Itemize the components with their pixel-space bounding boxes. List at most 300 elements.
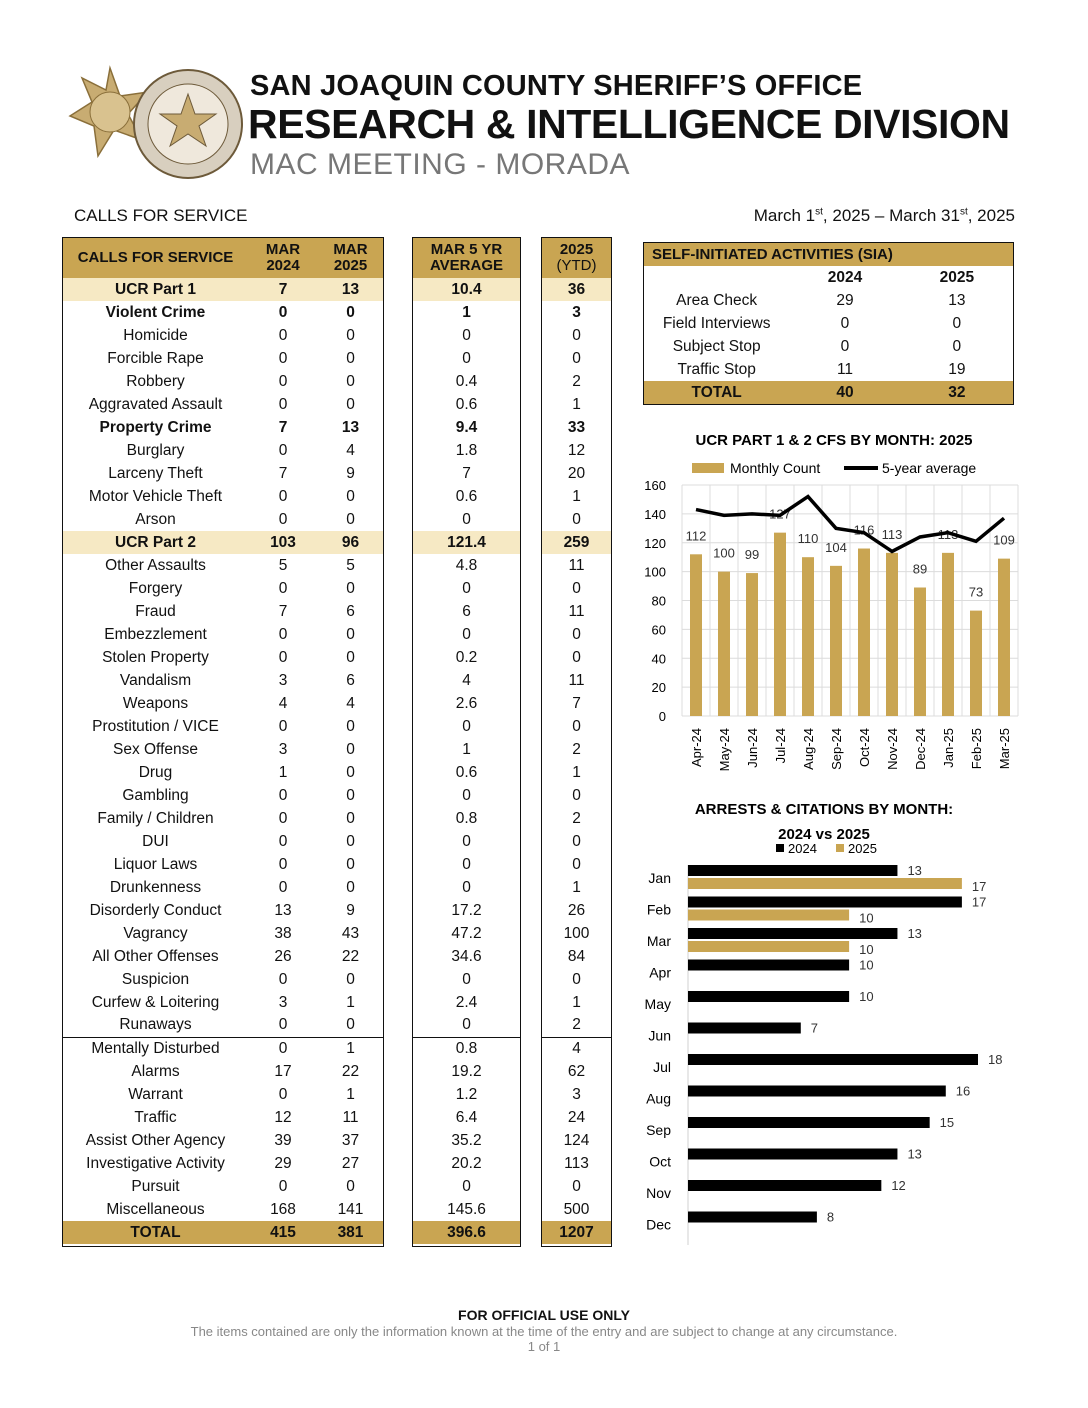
meeting-subtitle: MAC MEETING - MORADA — [250, 148, 631, 181]
table-row — [413, 531, 520, 554]
table-header-row — [63, 238, 383, 278]
cell-5yr-average: 0.4 — [455, 372, 478, 390]
cell-ytd: 11 — [568, 556, 585, 574]
table-row — [413, 899, 520, 922]
row-label: Sex Offense — [112, 740, 198, 758]
cell-mar-2025: 0 — [346, 303, 355, 321]
cell-ytd: 0 — [572, 1177, 581, 1195]
bar-2025-Mar — [688, 941, 849, 952]
row-label: Mentally Disturbed — [63, 1037, 248, 1060]
sheriff-badge-logo — [68, 62, 248, 182]
cell-5yr-average: 1 — [462, 740, 471, 758]
cell-mar-2024: 3 — [278, 740, 288, 758]
arrests-citations-by-month-chart — [630, 795, 1050, 1245]
cell-ytd: 84 — [567, 947, 586, 965]
table-row — [542, 1129, 611, 1152]
bar-Apr-24 — [690, 554, 702, 716]
cell-5yr-average: 0.6 — [455, 763, 478, 781]
table-row — [542, 1175, 611, 1198]
bar-Dec-24 — [914, 588, 926, 716]
division-title: RESEARCH & INTELLIGENCE DIVISION — [248, 101, 1010, 147]
cell-mar-2025: 96 — [318, 531, 383, 554]
y-tick-label: 120 — [644, 535, 666, 551]
table-row — [63, 370, 383, 393]
cell-mar-2024: 0 — [278, 510, 288, 528]
table-row — [63, 324, 383, 347]
x-tick-label: Dec-24 — [913, 728, 928, 770]
cell-5yr-average: 34.6 — [451, 947, 482, 965]
cell-mar-2024: 12 — [274, 1108, 292, 1126]
cell-mar-2025: 4 — [346, 441, 355, 459]
y-tick-label: 40 — [651, 651, 666, 667]
cell-ytd: 1 — [572, 395, 581, 413]
cell-mar-2025: 22 — [341, 1062, 360, 1080]
cell-mar-2024: 168 — [270, 1200, 296, 1218]
table-row — [63, 416, 383, 439]
y-tick-label: 80 — [651, 593, 666, 609]
cell-5yr-average: 10.4 — [413, 278, 520, 301]
sia-title: SELF-INITIATED ACTIVITIES (SIA) — [644, 243, 1013, 266]
sia-cell-2024: 0 — [840, 314, 850, 332]
y-tick-label: Apr — [649, 964, 671, 981]
table-row — [542, 784, 611, 807]
table-header-row — [413, 238, 520, 278]
table-row — [63, 531, 383, 554]
cell-mar-2025: 43 — [341, 924, 360, 942]
bar-2024-Feb — [688, 897, 962, 908]
table-row — [63, 945, 383, 968]
cell-5yr-average: 0.8 — [455, 809, 478, 827]
cell-mar-2025: 381 — [318, 1221, 383, 1244]
y-tick-label: Jun — [648, 1027, 671, 1044]
sia-row-label: Subject Stop — [672, 337, 761, 355]
cell-5yr-average: 4.8 — [455, 556, 478, 574]
cell-mar-2025: 37 — [341, 1131, 360, 1149]
table-row — [413, 278, 520, 301]
cell-mar-2024: 7 — [248, 278, 318, 301]
cell-mar-2025: 0 — [346, 326, 355, 344]
cell-mar-2025: 22 — [341, 947, 360, 965]
bar-2024-Jun — [688, 1023, 801, 1034]
cell-mar-2025: 1 — [346, 1085, 355, 1103]
cell-mar-2024: 0 — [278, 1177, 288, 1195]
y-tick-label: 20 — [651, 680, 666, 696]
y-tick-label: Sep — [646, 1122, 671, 1138]
row-label: Miscellaneous — [106, 1200, 205, 1218]
table-row — [63, 807, 383, 830]
cell-5yr-average: 0 — [462, 970, 471, 988]
table-row — [413, 1106, 520, 1129]
cell-ytd: 0 — [572, 970, 581, 988]
row-label: Drug — [138, 763, 173, 781]
chart2-title-line2: 2024 vs 2025 — [778, 826, 870, 843]
total-row — [413, 1221, 520, 1244]
data-label: 113 — [937, 526, 959, 542]
table-row — [413, 370, 520, 393]
cell-mar-2024: 5 — [278, 556, 288, 574]
cell-mar-2024: 0 — [278, 487, 288, 505]
row-label: TOTAL — [63, 1221, 248, 1244]
cell-mar-2025: 0 — [346, 510, 355, 528]
agency-title: SAN JOAQUIN COUNTY SHERIFF’S OFFICE — [250, 70, 863, 102]
table-row — [542, 485, 611, 508]
table-row — [63, 1198, 383, 1221]
y-tick-label: Mar — [646, 933, 671, 949]
cell-mar-2025: 27 — [341, 1154, 360, 1172]
sia-row-label: Area Check — [676, 291, 758, 309]
bar-Nov-24 — [886, 553, 898, 716]
data-label: 100 — [713, 545, 735, 561]
table-row — [413, 761, 520, 784]
bar-2024-Mar — [688, 928, 897, 939]
cell-ytd: 100 — [563, 924, 590, 942]
row-label: Arson — [135, 510, 176, 528]
x-tick-label: Feb-25 — [969, 728, 984, 770]
data-label: 12 — [891, 1178, 906, 1193]
cell-mar-2025: 1 — [346, 993, 355, 1011]
cell-5yr-average: 0 — [462, 1177, 471, 1195]
table-row — [542, 991, 611, 1014]
x-tick-label: Mar-25 — [997, 728, 1012, 770]
cell-5yr-average: 0 — [462, 786, 471, 804]
data-label: 17 — [971, 879, 987, 894]
table-row — [63, 577, 383, 600]
legend-swatch-monthly-count — [692, 463, 724, 473]
bar-2024-May — [688, 991, 849, 1002]
cell-mar-2025: 9 — [346, 464, 355, 482]
row-label: Forgery — [128, 579, 183, 597]
y-tick-label: 0 — [658, 709, 666, 724]
table-row — [413, 1129, 520, 1152]
x-tick-label: Nov-24 — [885, 728, 900, 770]
cell-mar-2024: 415 — [248, 1221, 318, 1244]
table-row — [413, 945, 520, 968]
data-label: 13 — [907, 926, 922, 941]
table-row — [413, 577, 520, 600]
row-label: Assist Other Agency — [85, 1131, 226, 1149]
header-mar-2024: MAR 2024 — [248, 238, 318, 278]
cell-5yr-average: 19.2 — [451, 1062, 482, 1080]
table-row — [542, 600, 611, 623]
cell-mar-2025: 0 — [346, 855, 355, 873]
row-label: Prostitution / VICE — [92, 717, 219, 735]
cell-ytd: 113 — [564, 1154, 589, 1172]
table-row — [63, 462, 383, 485]
cell-ytd: 11 — [568, 671, 585, 689]
sia-total-label: TOTAL — [644, 381, 789, 404]
cell-ytd: 24 — [567, 1108, 586, 1126]
row-label: Family / Children — [97, 809, 214, 827]
table-row — [542, 876, 611, 899]
cell-ytd: 0 — [572, 786, 581, 804]
cell-mar-2025: 0 — [346, 786, 355, 804]
table-row — [542, 577, 611, 600]
table-row — [542, 715, 611, 738]
data-label: 16 — [955, 1083, 971, 1099]
row-label: Warrant — [128, 1085, 183, 1103]
row-label: Embezzlement — [104, 625, 207, 643]
cell-5yr-average: 47.2 — [451, 924, 482, 942]
y-tick-label: Jul — [653, 1059, 671, 1075]
table-row — [542, 669, 611, 692]
cell-mar-2025: 0 — [346, 625, 355, 643]
table-row — [413, 1060, 520, 1083]
cell-mar-2025: 6 — [346, 602, 355, 620]
y-tick-label: Nov — [646, 1185, 671, 1201]
cell-ytd: 26 — [567, 901, 586, 919]
cell-mar-2025: 0 — [346, 717, 355, 735]
ucr-cfs-by-month-chart — [630, 425, 1030, 795]
cell-5yr-average: 6.4 — [455, 1108, 478, 1126]
row-label: Alarms — [131, 1062, 180, 1080]
row-label: UCR Part 2 — [63, 531, 248, 554]
table-row — [63, 623, 383, 646]
table-row — [542, 830, 611, 853]
table-row — [63, 1037, 383, 1060]
table-row — [413, 462, 520, 485]
y-tick-label: Jan — [648, 870, 671, 886]
cell-mar-2024: 0 — [278, 832, 288, 850]
bar-Jul-24 — [774, 533, 786, 716]
bar-Oct-24 — [858, 549, 870, 716]
table-row — [63, 761, 383, 784]
sia-row — [644, 312, 1013, 335]
legend-swatch-2025 — [836, 844, 844, 852]
cell-mar-2024: 0 — [278, 303, 288, 321]
legend-label-2025: 2025 — [848, 841, 877, 856]
section-label: CALLS FOR SERVICE — [74, 206, 248, 225]
data-label: 18 — [988, 1052, 1003, 1067]
table-row — [63, 1106, 383, 1129]
table-row — [413, 508, 520, 531]
table-row — [413, 876, 520, 899]
cell-ytd: 1 — [572, 993, 581, 1011]
bar-2024-Apr — [688, 960, 849, 971]
table-row — [413, 439, 520, 462]
table-row — [542, 439, 611, 462]
table-row — [542, 324, 611, 347]
cell-mar-2024: 0 — [278, 1016, 288, 1034]
row-label: Weapons — [122, 694, 189, 712]
cell-ytd: 36 — [542, 278, 611, 301]
data-label: 89 — [912, 561, 928, 577]
table-row — [413, 1083, 520, 1106]
cell-mar-2024: 29 — [274, 1154, 292, 1172]
table-row — [63, 669, 383, 692]
cell-ytd: 3 — [572, 1085, 581, 1103]
row-label: Larceny Theft — [108, 464, 203, 482]
row-label: Fraud — [135, 602, 176, 620]
cell-mar-2025: 13 — [341, 418, 360, 436]
table-row — [542, 1198, 611, 1221]
table-row — [63, 278, 383, 301]
footer-disclaimer: The items contained are only the information known at the time of the entry and are subject to change at any circumstance. — [190, 1324, 898, 1339]
cell-mar-2024: 1 — [278, 763, 288, 781]
sia-cell-2025: 13 — [948, 291, 966, 309]
cell-ytd: 0 — [572, 625, 581, 643]
cell-5yr-average: 145.6 — [447, 1200, 486, 1218]
cell-mar-2025: 13 — [318, 278, 383, 301]
bar-2025-Jan — [688, 878, 962, 889]
cell-5yr-average: 4 — [462, 671, 471, 689]
data-label: 17 — [971, 894, 987, 910]
table-row — [542, 761, 611, 784]
table-row — [63, 1152, 383, 1175]
table-row — [542, 1152, 611, 1175]
row-label: Forcible Rape — [107, 349, 204, 367]
table-row — [542, 968, 611, 991]
cell-mar-2024: 0 — [278, 326, 288, 344]
cell-5yr-average: 0 — [462, 326, 471, 344]
data-label: 109 — [993, 532, 1015, 548]
table-row — [63, 1014, 383, 1037]
bar-2024-Aug — [688, 1086, 946, 1097]
row-label: Homicide — [123, 326, 188, 344]
table-row — [413, 968, 520, 991]
cell-ytd: 33 — [567, 418, 586, 436]
table-row — [542, 899, 611, 922]
table-row — [542, 922, 611, 945]
header-mar-2025: MAR 2025 — [318, 238, 383, 278]
cell-mar-2025: 0 — [346, 740, 355, 758]
table-row — [413, 784, 520, 807]
table-row — [413, 692, 520, 715]
cell-ytd: 0 — [572, 349, 581, 367]
table-row — [542, 646, 611, 669]
total-row — [542, 1221, 611, 1244]
x-tick-label: Aug-24 — [801, 728, 816, 770]
cell-mar-2024: 3 — [278, 671, 288, 689]
cell-ytd: 1 — [572, 763, 581, 781]
chart2-title-line1: ARRESTS & CITATIONS BY MONTH: — [694, 801, 954, 818]
cell-ytd: 2 — [572, 372, 581, 390]
data-label: 13 — [907, 1146, 922, 1162]
table-row — [542, 301, 611, 324]
row-label: Vagrancy — [123, 924, 188, 942]
table-row — [542, 531, 611, 554]
five-year-average-table — [413, 238, 520, 1244]
sia-header-row — [644, 266, 1013, 289]
cell-ytd: 2 — [572, 1016, 581, 1034]
table-row — [63, 784, 383, 807]
table-row — [542, 462, 611, 485]
cell-mar-2025: 0 — [346, 1016, 355, 1034]
y-tick-label: 160 — [644, 478, 666, 493]
cell-mar-2024: 0 — [278, 1085, 288, 1103]
table-row — [413, 324, 520, 347]
table-row — [63, 508, 383, 531]
data-label: 8 — [826, 1209, 835, 1225]
x-tick-label: Jun-24 — [745, 728, 760, 768]
row-label: Burglary — [126, 441, 185, 459]
sia-cell-2025: 0 — [952, 337, 962, 355]
sia-total-row — [644, 381, 1013, 404]
y-tick-label: Aug — [646, 1090, 671, 1107]
cell-ytd: 2 — [572, 740, 581, 758]
cell-5yr-average: 0 — [462, 349, 471, 367]
table-row — [413, 393, 520, 416]
cell-ytd: 0 — [572, 579, 581, 597]
bar-Feb-25 — [970, 611, 982, 716]
row-label: DUI — [142, 832, 169, 850]
row-label: Other Assaults — [105, 556, 206, 574]
cell-mar-2025: 0 — [346, 809, 355, 827]
data-label: 15 — [939, 1115, 955, 1130]
cell-ytd: 20 — [567, 464, 586, 482]
y-tick-label: 140 — [644, 506, 666, 522]
table-row — [63, 1060, 383, 1083]
cell-ytd: 0 — [572, 832, 581, 850]
legend-swatch-2024 — [776, 844, 784, 852]
cell-mar-2024: 0 — [278, 579, 288, 597]
cell-mar-2025: 0 — [346, 1177, 355, 1195]
row-label: Aggravated Assault — [88, 395, 223, 413]
table-row — [413, 416, 520, 439]
x-tick-label: Oct-24 — [857, 728, 872, 768]
table-row — [413, 669, 520, 692]
cell-ytd: 0 — [572, 648, 581, 666]
sia-total-2025: 32 — [901, 381, 1013, 404]
sia-col-2024: 2024 — [827, 268, 863, 286]
cell-mar-2025: 6 — [346, 671, 355, 689]
cell-mar-2024: 3 — [278, 993, 288, 1011]
table-row — [542, 347, 611, 370]
row-label: Gambling — [122, 786, 189, 804]
table-row — [413, 347, 520, 370]
cell-mar-2024: 0 — [278, 970, 288, 988]
table-row — [413, 1175, 520, 1198]
table-row — [413, 991, 520, 1014]
y-tick-label: 100 — [644, 564, 666, 580]
sia-row-label: Field Interviews — [662, 314, 771, 332]
cell-5yr-average: 0 — [462, 625, 471, 643]
x-tick-label: Jul-24 — [773, 728, 788, 764]
cell-mar-2024: 0 — [278, 717, 288, 735]
table-row — [413, 623, 520, 646]
cell-mar-2024: 0 — [278, 349, 288, 367]
table-row — [542, 1014, 611, 1037]
table-row — [542, 853, 611, 876]
y-tick-label: 60 — [651, 622, 666, 638]
cell-mar-2024: 7 — [278, 464, 288, 482]
cell-mar-2024: 38 — [274, 924, 292, 942]
row-label: All Other Offenses — [92, 947, 219, 965]
cell-mar-2025: 141 — [337, 1200, 364, 1218]
report-header — [0, 0, 1088, 200]
sia-row — [644, 289, 1013, 312]
calls-for-service-table — [63, 238, 383, 1244]
table-row — [542, 623, 611, 646]
table-row — [413, 807, 520, 830]
table-row — [413, 1037, 520, 1060]
cell-ytd: 1 — [572, 878, 581, 896]
data-label: 13 — [907, 863, 922, 878]
header-2025-ytd: 2025 (YTD) — [542, 238, 611, 278]
footer-official-use: FOR OFFICIAL USE ONLY — [458, 1307, 630, 1323]
table-row — [413, 853, 520, 876]
bar-2025-Feb — [688, 910, 849, 921]
bar-2024-Oct — [688, 1149, 897, 1160]
table-row — [542, 807, 611, 830]
sia-cell-2024: 0 — [840, 337, 850, 355]
sia-row — [644, 335, 1013, 358]
bar-2024-Jan — [688, 865, 897, 876]
sia-cell-2024: 11 — [836, 360, 854, 378]
cell-5yr-average: 0 — [462, 579, 471, 597]
sia-cell-2025: 19 — [948, 360, 966, 378]
date-range: March 1st, 2025 – March 31st, 2025 — [753, 206, 1015, 225]
cell-mar-2024: 17 — [274, 1062, 292, 1080]
